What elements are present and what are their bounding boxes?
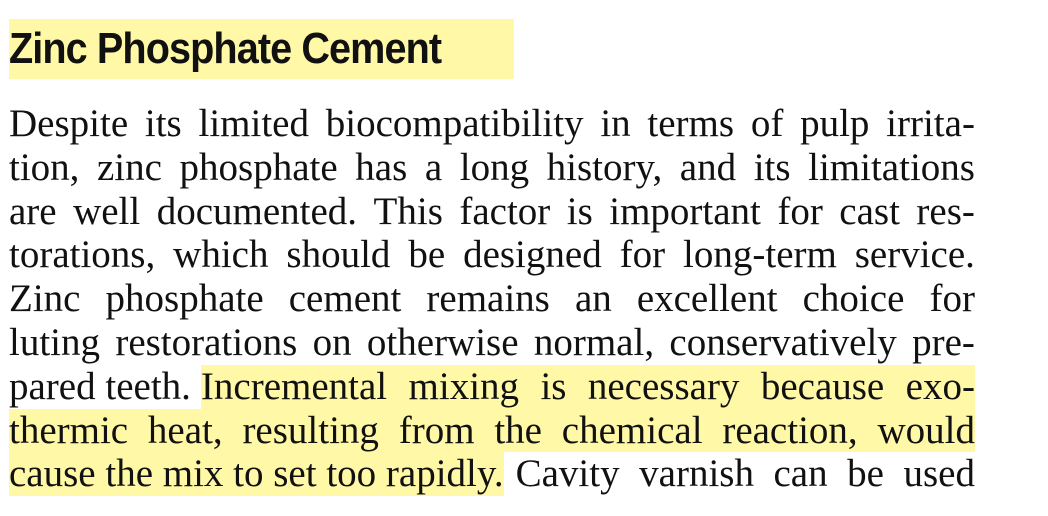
word: pre- xyxy=(912,320,975,364)
word: thermic xyxy=(9,408,129,452)
text-line xyxy=(9,365,975,409)
text-line xyxy=(9,146,975,190)
word: terms xyxy=(647,102,735,145)
word: biocompatibility xyxy=(325,102,584,145)
word: irrita- xyxy=(886,102,975,145)
word: limited xyxy=(198,102,309,145)
word: choice xyxy=(802,277,905,321)
word: and xyxy=(679,145,737,189)
word: its xyxy=(144,102,182,145)
word: from xyxy=(398,408,475,452)
word: resulting xyxy=(242,408,379,452)
word: would xyxy=(877,408,975,452)
word: pulp xyxy=(800,102,870,145)
word: tion, xyxy=(9,145,80,189)
word: for xyxy=(619,233,666,277)
word: phosphate xyxy=(105,277,264,321)
word: which xyxy=(173,233,269,277)
text-line xyxy=(9,321,975,365)
text-line xyxy=(9,409,975,453)
word: on xyxy=(312,320,352,364)
word: history, xyxy=(546,145,663,189)
word: otherwise xyxy=(366,320,519,364)
word: of xyxy=(750,102,784,145)
word: can xyxy=(773,452,828,496)
word: well xyxy=(73,189,141,233)
word: documented. xyxy=(156,189,358,233)
highlighted-text xyxy=(201,365,975,409)
word: This xyxy=(373,189,443,233)
word: limitations xyxy=(808,145,975,189)
section-heading-highlight xyxy=(9,19,514,79)
word: cement xyxy=(288,277,402,321)
text-line xyxy=(9,452,975,496)
word: in xyxy=(600,102,631,145)
text-line xyxy=(9,233,975,277)
word: cast xyxy=(839,189,900,233)
text-line xyxy=(9,102,975,146)
word: Cavity xyxy=(515,452,620,496)
word: is xyxy=(566,189,593,233)
text-line xyxy=(9,190,975,234)
word: long xyxy=(459,145,530,189)
word: an xyxy=(574,277,612,321)
word: torations, xyxy=(9,233,156,277)
word: service. xyxy=(854,233,975,277)
word: because xyxy=(760,364,885,408)
body-paragraph xyxy=(9,102,975,496)
word: long-term xyxy=(683,233,837,277)
word: the xyxy=(494,408,542,452)
word: varnish xyxy=(639,452,754,496)
word: mixing xyxy=(408,364,520,408)
word: has xyxy=(355,145,408,189)
word: be xyxy=(408,233,446,277)
word: should xyxy=(286,233,391,277)
word: phosphate xyxy=(179,145,338,189)
word: necessary xyxy=(587,364,740,408)
section-heading: Zinc Phosphate Cement xyxy=(9,24,442,73)
word: exo- xyxy=(905,364,975,408)
text-line xyxy=(9,277,975,321)
word: luting xyxy=(9,320,101,364)
word: are xyxy=(9,189,57,233)
word: its xyxy=(753,145,791,189)
highlighted-text: cause the mix to set too rapidly. xyxy=(9,452,504,496)
word: normal, xyxy=(533,320,655,364)
word: a xyxy=(424,145,443,189)
word: is xyxy=(540,364,567,408)
word: conservatively xyxy=(669,320,897,364)
word: for xyxy=(777,189,823,233)
word: reaction, xyxy=(722,408,858,452)
word: Despite xyxy=(9,102,129,145)
word: be xyxy=(847,452,884,496)
word: used xyxy=(903,452,975,496)
word: heat, xyxy=(147,408,223,452)
word: remains xyxy=(426,277,550,321)
word: restorations xyxy=(115,320,298,364)
word: for xyxy=(929,277,975,321)
word: factor xyxy=(459,189,551,233)
word: important xyxy=(609,189,761,233)
text-segment: pared teeth. xyxy=(9,364,191,408)
word: chemical xyxy=(561,408,703,452)
word: excellent xyxy=(636,277,778,321)
word: Incremental xyxy=(200,364,388,408)
word: Zinc xyxy=(9,277,81,321)
word: designed xyxy=(463,233,602,277)
word: zinc xyxy=(97,145,162,189)
text-segment xyxy=(516,452,975,496)
word: res- xyxy=(916,189,975,233)
